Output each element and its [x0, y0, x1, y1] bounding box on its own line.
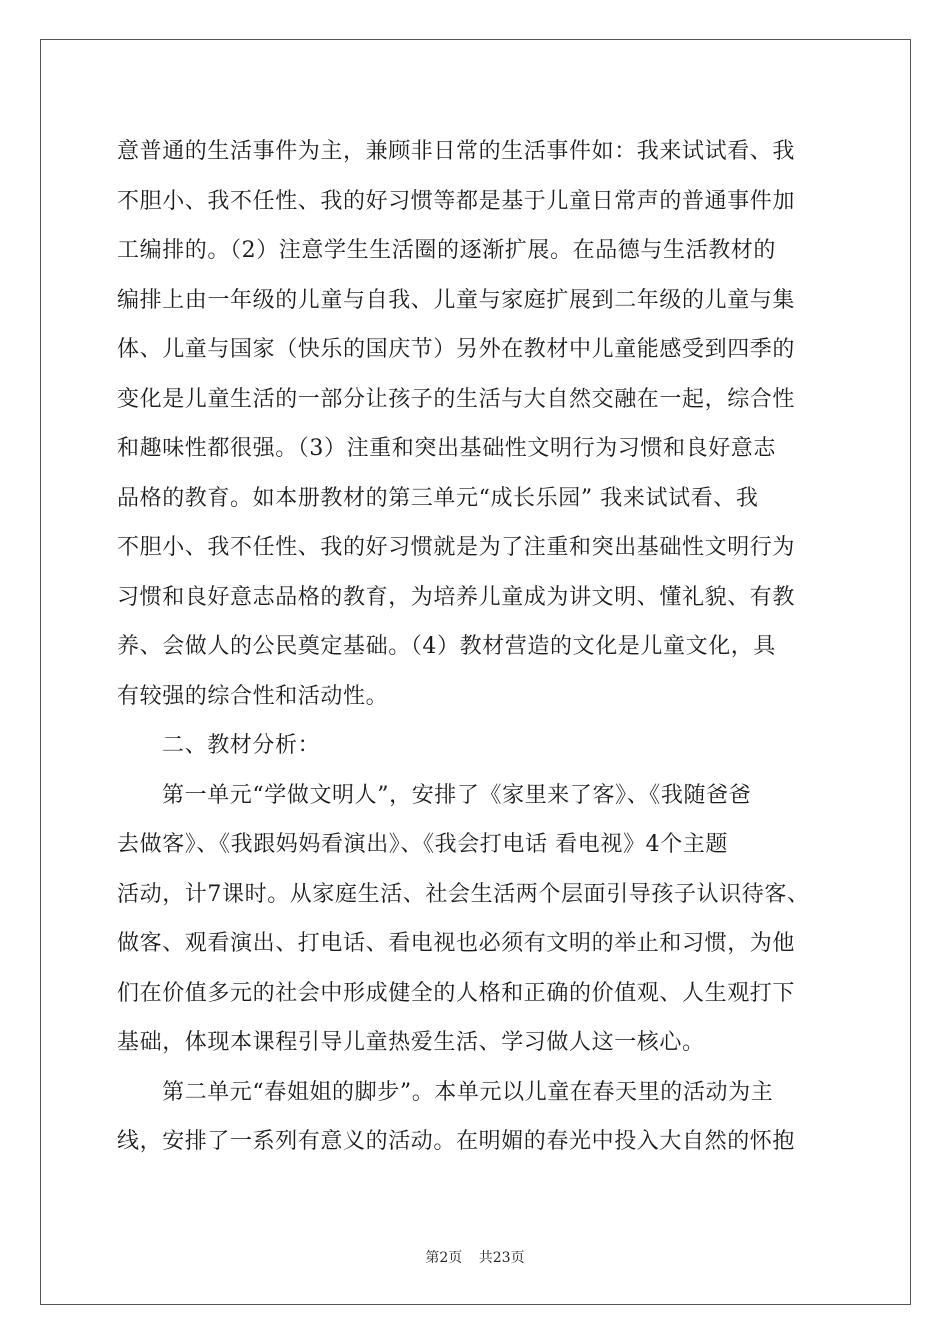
text-line: 和趣味性都很强。（3）注重和突出基础性文明行为习惯和良好意志 — [117, 436, 776, 461]
text-line: 体、儿童与国家（快乐的国庆节）另外在教材中儿童能感受到四季的 — [117, 337, 796, 362]
text-line: 们在价值多元的社会中形成健全的人格和正确的价值观、人生观打下 — [117, 980, 796, 1006]
text-line: 意普通的生活事件为主，兼顾非日常的生活事件如：我来试试看、我 — [117, 139, 796, 164]
text-line: 工编排的。（2）注意学生生活圈的逐渐扩展。在品德与生活教材的 — [117, 238, 776, 263]
text-line: 基础，体现本课程引导儿童热爱生活、学习做人这一核心。 — [117, 1030, 705, 1055]
page-footer — [0, 1247, 950, 1267]
section-heading: 二、教材分析： — [162, 733, 321, 758]
total-pages: 共23页 — [478, 1250, 525, 1266]
page-number: 第2页 — [425, 1250, 463, 1266]
text-line: 去做客》、《我跟妈妈看演出》、《我会打电话 看电视》4个主题 — [117, 832, 728, 857]
text-line: 习惯和良好意志品格的教育，为培养儿童成为讲文明、懂礼貌、有教 — [117, 584, 796, 610]
text-line: 不胆小、我不任性、我的好习惯等都是基于儿童日常声的普通事件加 — [117, 188, 796, 214]
text-line: 有较强的综合性和活动性。 — [117, 683, 389, 709]
text-line: 品格的教育。如本册教材的第三单元“成长乐园” 我来试试看、我 — [117, 485, 759, 511]
document-body — [117, 127, 835, 1167]
paragraph-start-line: 第一单元“学做文明人”，安排了《家里来了客》、《我随爸爸 — [162, 782, 752, 808]
text-line: 养、会做人的公民奠定基础。（4）教材营造的文化是儿童文化，具 — [117, 634, 776, 659]
text-line: 变化是儿童生活的一部分让孩子的生活与大自然交融在一起，综合性 — [117, 386, 796, 412]
text-line: 不胆小、我不任性、我的好习惯就是为了注重和突出基础性文明行为 — [117, 535, 796, 560]
text-line: 线，安排了一系列有意义的活动。在明媚的春光中投入大自然的怀抱 — [117, 1129, 796, 1154]
text-line: 做客、观看演出、打电话、看电视也必须有文明的举止和习惯，为他 — [117, 931, 796, 956]
paragraph-start-line: 第二单元“春姐姐的脚步”。本单元以儿童在春天里的活动为主 — [162, 1079, 774, 1105]
text-line: 编排上由一年级的儿童与自我、儿童与家庭扩展到二年级的儿童与集 — [117, 287, 796, 313]
text-line: 活动，计7课时。从家庭生活、社会生活两个层面引导孩子认识待客、 — [117, 881, 810, 907]
